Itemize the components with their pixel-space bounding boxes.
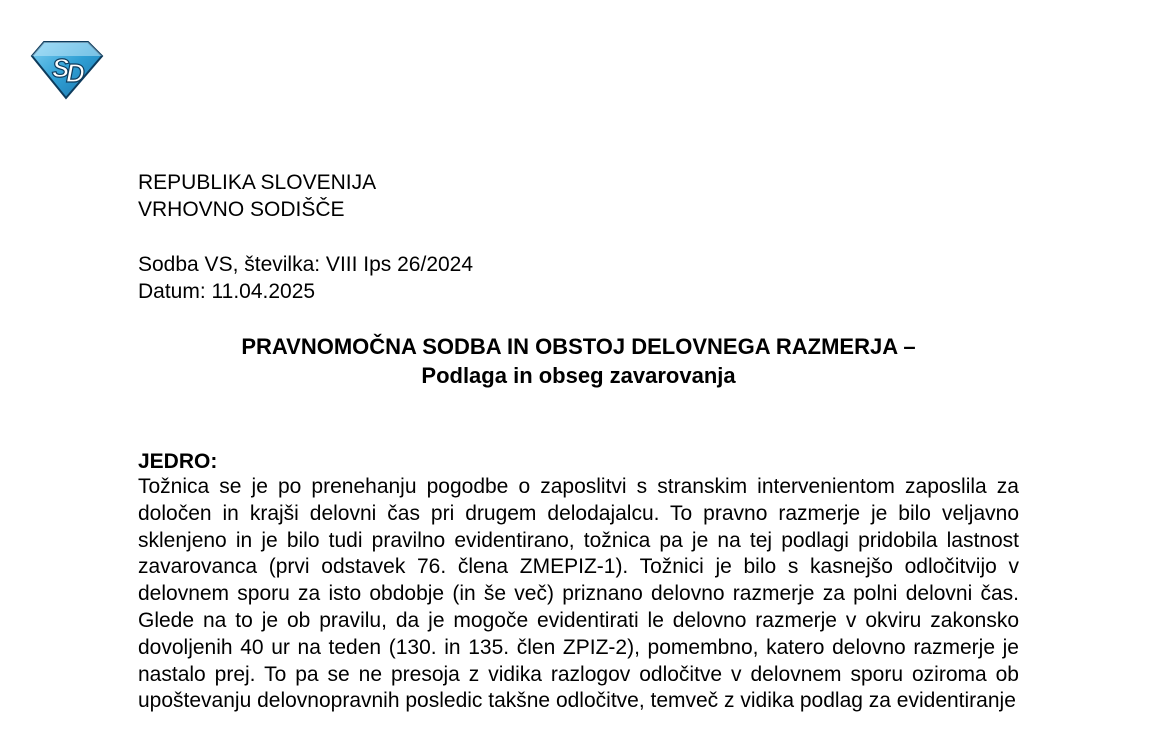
title-line-2: Podlaga in obseg zavarovanja [421,363,736,388]
header-court: VRHOVNO SODIŠČE [138,198,345,221]
sd-emblem-icon [30,40,104,100]
svg-text:D: D [66,58,85,88]
court-logo [30,40,104,100]
section-heading-jedro: JEDRO: [138,450,218,473]
case-metadata [138,251,473,305]
case-date: Datum: 11.04.2025 [138,280,316,303]
case-number: Sodba VS, številka: VIII Ips 26/2024 [138,253,474,276]
document-title [138,332,1019,390]
title-line-1: PRAVNOMOČNA SODBA IN OBSTOJ DELOVNEGA RAZMERJA – [241,334,916,359]
svg-text:S: S [52,53,70,83]
section-body-jedro: Tožnica se je po prenehanju pogodbe o zaposlitvi s stranskim intervenientom zaposlila za določen in krajši delovni čas pri drugem delodajalcu. To pravno razmerje je bilo veljavno sklenjeno in je bilo tudi pravilno evidentirano, tožnica pa je na tej podlagi pridobila lastnost zavarovanca (prvi odstavek 76. člena ZMEPIZ-1). Tožnici je bilo s kasnejšo odločitvijo v delovnem sporu za isto obdobje (in še več) priznano delovno razmerje za polni delovni čas. Glede na to je ob pravilu, da je mogoče evidentirati le delovno razmerje v okviru zakonsko dovoljenih 40 ur na teden (130. in 135. člen ZPIZ-2), pomembno, katero delovno razmerje je nastalo prej. To pa se ne presoja z vidika razlogov odločitve v delovnem sporu oziroma ob upoštevanju delovnopravnih posledic takšne odločitve, temveč z vidika podlag za evidentiranje [138,475,1019,713]
court-header [138,169,376,223]
header-republic: REPUBLIKA SLOVENIJA [138,171,377,194]
